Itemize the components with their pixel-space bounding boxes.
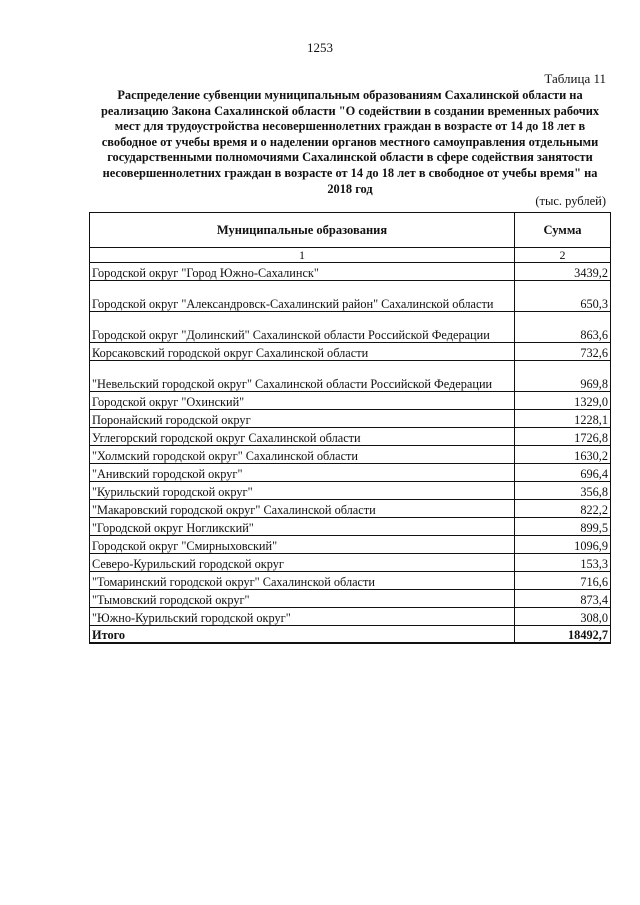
- table-row: [90, 343, 611, 361]
- table-row: [90, 572, 611, 590]
- amount-value: 1228,1: [515, 410, 611, 428]
- municipality-name: "Городской округ Ногликский": [90, 518, 515, 536]
- municipality-name: Северо-Курильский городской округ: [90, 554, 515, 572]
- municipality-name: "Анивский городской округ": [90, 464, 515, 482]
- title-line: свободное от учебы время и о наделении органов местного самоуправления отдельными: [101, 134, 599, 149]
- municipality-name: "Невельский городской округ" Сахалинской области Российской Федерации: [90, 361, 515, 392]
- amount-value: 1630,2: [515, 446, 611, 464]
- column-number-row: [90, 248, 611, 263]
- amount-value: 1726,8: [515, 428, 611, 446]
- table-row: [90, 518, 611, 536]
- municipality-name: Углегорский городской округ Сахалинской области: [90, 428, 515, 446]
- units-note: (тыс. рублей): [535, 194, 606, 208]
- municipality-name: "Томаринский городской округ" Сахалинской области: [90, 572, 515, 590]
- amount-value: 696,4: [515, 464, 611, 482]
- amount-value: 308,0: [515, 608, 611, 626]
- amount-value: 1329,0: [515, 392, 611, 410]
- table-row: [90, 482, 611, 500]
- header-municipality: Муниципальные образования: [90, 213, 515, 248]
- table-row: [90, 500, 611, 518]
- total-value: 18492,7: [515, 626, 611, 644]
- subvention-table: [89, 212, 611, 644]
- amount-value: 650,3: [515, 281, 611, 312]
- municipality-name: Городской округ "Александровск-Сахалинский район" Сахалинской области: [90, 281, 515, 312]
- header-row: [90, 213, 611, 248]
- municipality-name: "Тымовский городской округ": [90, 590, 515, 608]
- table-row: [90, 446, 611, 464]
- table-row: [90, 312, 611, 343]
- municipality-name: Городской округ "Смирныховский": [90, 536, 515, 554]
- total-label: Итого: [90, 626, 515, 644]
- title-line: реализацию Закона Сахалинской области "О содействии в создании временных рабочих: [100, 103, 600, 118]
- municipality-name: Поронайский городской округ: [90, 410, 515, 428]
- header-sum: Сумма: [515, 213, 611, 248]
- title-line: 2018 год: [327, 181, 373, 196]
- table-row: [90, 428, 611, 446]
- table-row: [90, 392, 611, 410]
- table-label: Таблица 11: [544, 71, 606, 86]
- amount-value: 732,6: [515, 343, 611, 361]
- table-row: [90, 263, 611, 281]
- column-number: 1: [90, 248, 515, 263]
- document-title: [80, 88, 620, 197]
- table-row: [90, 608, 611, 626]
- municipality-name: "Макаровский городской округ" Сахалинской области: [90, 500, 515, 518]
- table-row: [90, 554, 611, 572]
- municipality-name: Городской округ "Охинский": [90, 392, 515, 410]
- amount-value: 153,3: [515, 554, 611, 572]
- amount-value: 873,4: [515, 590, 611, 608]
- municipality-name: Городской округ "Долинский" Сахалинской области Российской Федерации: [90, 312, 515, 343]
- column-number: 2: [515, 248, 611, 263]
- total-row: [90, 626, 611, 644]
- amount-value: 1096,9: [515, 536, 611, 554]
- municipality-name: "Южно-Курильский городской округ": [90, 608, 515, 626]
- amount-value: 899,5: [515, 518, 611, 536]
- table-row: [90, 410, 611, 428]
- title-line: несовершеннолетних граждан в возрасте от 14 до 18 лет в свободное от учебы время" на: [102, 165, 598, 180]
- municipality-name: "Холмский городской округ" Сахалинской области: [90, 446, 515, 464]
- table-row: [90, 590, 611, 608]
- table-row: [90, 361, 611, 392]
- title-line: государственными полномочиями Сахалинской области в сфере содействия занятости: [107, 150, 593, 165]
- amount-value: 969,8: [515, 361, 611, 392]
- amount-value: 356,8: [515, 482, 611, 500]
- page-number: 1253: [307, 40, 333, 55]
- municipality-name: Корсаковский городской округ Сахалинской области: [90, 343, 515, 361]
- amount-value: 3439,2: [515, 263, 611, 281]
- title-line: Распределение субвенции муниципальным образованиям Сахалинской области на: [117, 88, 583, 102]
- table-row: [90, 464, 611, 482]
- municipality-name: Городской округ "Город Южно-Сахалинск": [90, 263, 515, 281]
- amount-value: 716,6: [515, 572, 611, 590]
- title-line: мест для трудоустройства несовершеннолетних граждан в возрасте от 14 до 18 лет в: [114, 119, 586, 134]
- amount-value: 863,6: [515, 312, 611, 343]
- table-row: [90, 536, 611, 554]
- table-row: [90, 281, 611, 312]
- amount-value: 822,2: [515, 500, 611, 518]
- municipality-name: "Курильский городской округ": [90, 482, 515, 500]
